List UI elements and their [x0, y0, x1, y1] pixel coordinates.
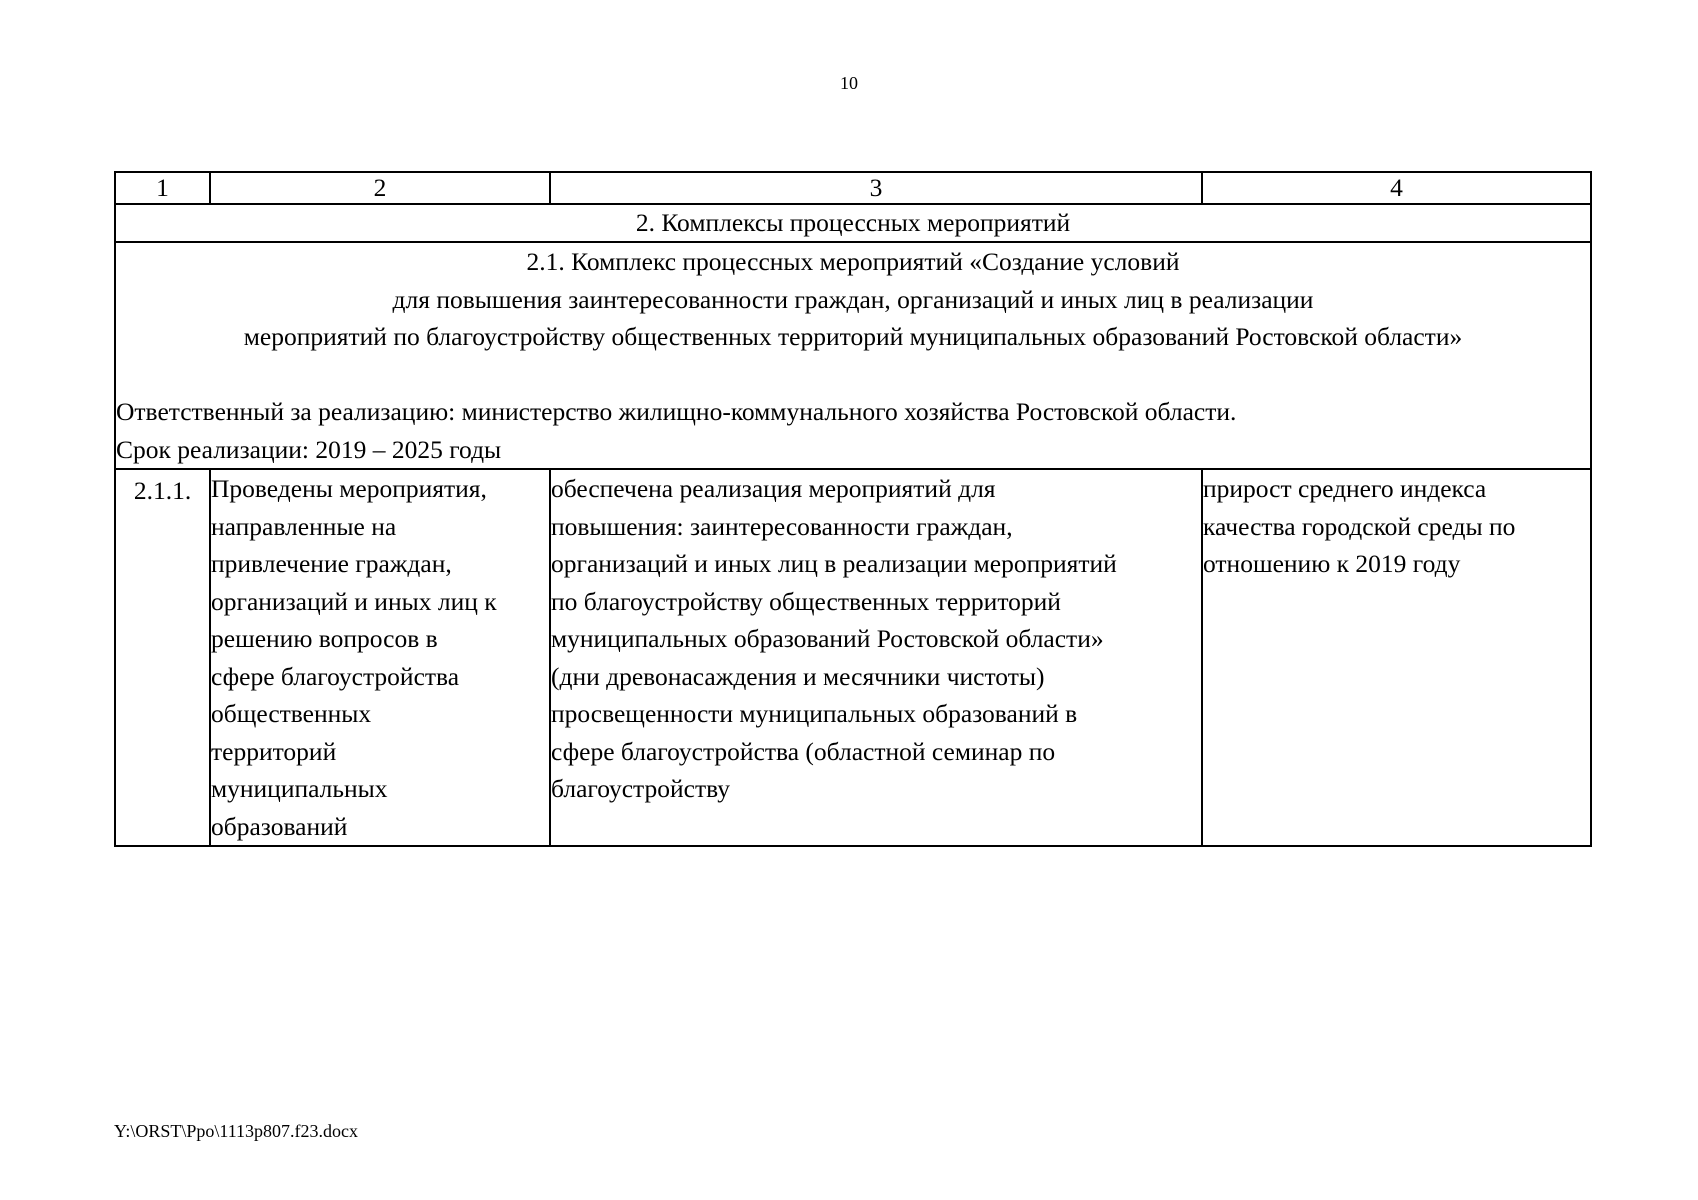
- column-header-4: 4: [1202, 172, 1591, 204]
- cell-line: территорий: [211, 736, 337, 766]
- cell-line: по благоустройству общественных территорий: [551, 586, 1061, 616]
- cell-line: организаций и иных лиц в реализации мероприятий: [551, 549, 1117, 578]
- file-path-footer: Y:\ORST\Ppo\1113p807.f23.docx: [114, 1121, 359, 1141]
- indicator-cell: [1202, 469, 1591, 846]
- cell-line: сфере благоустройства (областной семинар по: [551, 736, 1056, 766]
- responsible-text: Ответственный за реализацию: министерство жилищно-коммунального хозяйства Ростовской области.: [116, 397, 1237, 426]
- cell-line: сфере благоустройства: [211, 661, 460, 691]
- cell-line: привлечение граждан,: [211, 549, 452, 578]
- column-header-2: 2: [210, 172, 550, 204]
- cell-line: муниципальных: [211, 774, 388, 803]
- cell-line: (дни древонасаждения и месячники чистоты): [551, 661, 1045, 691]
- cell-line: организаций и иных лиц к: [211, 586, 497, 616]
- cell-line: образований: [211, 811, 348, 841]
- measures-table: [114, 171, 1592, 847]
- cell-line: решению вопросов в: [211, 624, 438, 653]
- section-row: [115, 204, 1591, 242]
- task-cell: [210, 469, 550, 846]
- cell-line: прирост среднего индекса: [1203, 474, 1487, 503]
- subsection-title-line: мероприятий по благоустройству общественных территорий муниципальных образований Ростовской области»: [243, 322, 1463, 351]
- page-number: 10: [840, 73, 858, 93]
- table-row: [115, 469, 1591, 846]
- table-header-row: [115, 172, 1591, 204]
- cell-line: общественных: [211, 699, 372, 728]
- cell-line: обеспечена реализация мероприятий для: [551, 474, 996, 503]
- period-text: Срок реализации: 2019 – 2025 годы: [116, 434, 502, 464]
- subsection-row: [115, 242, 1591, 469]
- subsection-cell: [115, 242, 1591, 469]
- section-title: 2. Комплексы процессных мероприятий: [115, 204, 1591, 242]
- column-header-1: 1: [115, 172, 210, 204]
- cell-line: благоустройству: [551, 774, 731, 803]
- cell-line: направленные на: [211, 511, 397, 541]
- cell-line: Проведены мероприятия,: [211, 474, 487, 503]
- description-cell: [550, 469, 1202, 846]
- blank-line: [116, 356, 1590, 394]
- subsection-title-line: для повышения заинтересованности граждан, организаций и иных лиц в реализации: [392, 284, 1314, 314]
- cell-line: повышения: заинтересованности граждан,: [551, 511, 1013, 541]
- column-header-3: 3: [550, 172, 1202, 204]
- subsection-title-line: 2.1. Комплекс процессных мероприятий «Создание условий: [526, 247, 1180, 276]
- cell-line: качества городской среды по: [1203, 511, 1516, 541]
- cell-line: отношению к 2019 году: [1203, 549, 1461, 578]
- cell-line: просвещенности муниципальных образований в: [551, 699, 1078, 728]
- row-number: 2.1.1.: [115, 469, 210, 846]
- cell-line: муниципальных образований Ростовской области»: [551, 624, 1104, 653]
